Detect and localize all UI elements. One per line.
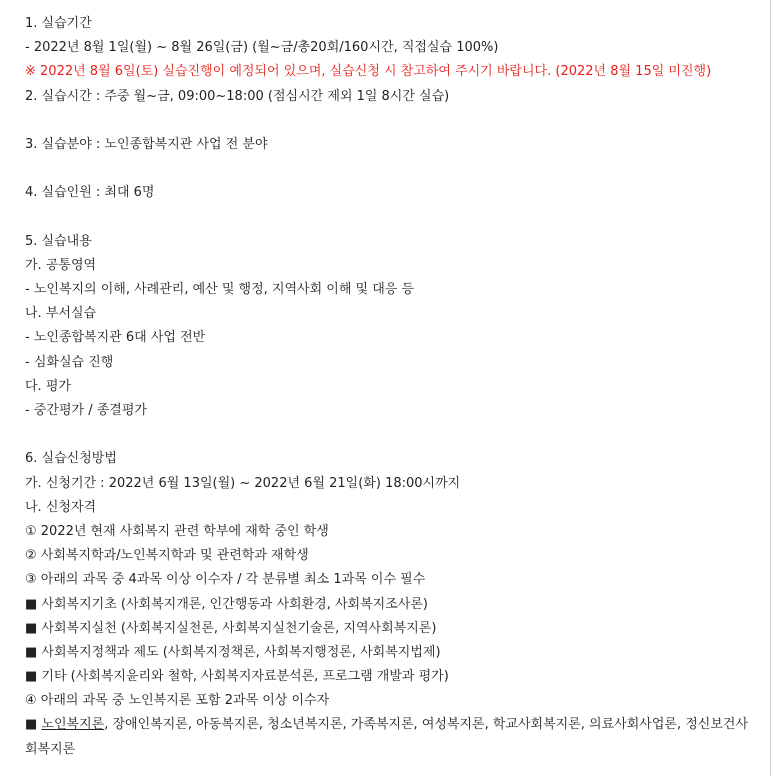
list-item: ④ 아래의 과목 중 노인복지론 포함 2과목 이상 이수자	[25, 693, 330, 709]
section-heading: 2. 실습시간 : 주중 월~금, 09:00~18:00 (점심시간 제외 1일 8시간 실습)	[25, 88, 450, 104]
list-item: ■ 사회복지기초 (사회복지개론, 인간행동과 사회환경, 사회복지조사론)	[25, 596, 428, 612]
sub-heading: 나. 부서실습	[25, 306, 97, 322]
blank-line	[25, 109, 760, 133]
blank-line	[25, 157, 760, 181]
sub-heading: 가. 신청기간 : 2022년 6월 13일(월) ~ 2022년 6월 21일(화) 18:00시까지	[25, 475, 461, 491]
sub-heading: 가. 공통영역	[25, 257, 97, 273]
list-bullet: ■	[25, 717, 42, 733]
section-heading: 4. 실습인원 : 최대 6명	[25, 185, 155, 201]
blank-line	[25, 423, 760, 447]
sub-heading: 다. 평가	[25, 378, 71, 394]
list-item: ③ 아래의 과목 중 4과목 이상 이수자 / 각 분류별 최소 1과목 이수 필수	[25, 572, 426, 588]
list-item: ■ 기타 (사회복지윤리와 철학, 사회복지자료분석론, 프로그램 개발과 평가)	[25, 669, 449, 685]
sub-heading: 나. 신청자격	[25, 499, 97, 515]
underlined-course: 노인복지론	[41, 717, 105, 733]
text-line: - 노인종합복지관 6대 사업 전반	[25, 330, 206, 346]
list-item: ■ 사회복지실천 (사회복지실천론, 사회복지실천기술론, 지역사회복지론)	[25, 620, 437, 636]
section-heading: 3. 실습분야 : 노인종합복지관 사업 전 분야	[25, 136, 268, 152]
text-line: - 중간평가 / 종결평가	[25, 403, 147, 418]
section-heading: 1. 실습기간	[25, 16, 92, 31]
text-line: - 심화실습 진행	[25, 354, 114, 370]
document-body	[25, 12, 760, 762]
blank-line	[25, 206, 760, 230]
list-item: ① 2022년 현재 사회복지 관련 학부에 재학 중인 학생	[25, 523, 329, 539]
section-heading: 6. 실습신청방법	[25, 451, 117, 467]
text-line: - 2022년 8월 1일(월) ~ 8월 26일(금) (월~금/총20회/160시간, 직접실습 100%)	[25, 40, 499, 56]
section-heading: 5. 실습내용	[25, 233, 92, 249]
text-line: - 노인복지의 이해, 사례관리, 예산 및 행정, 지역사회 이해 및 대응 등	[25, 282, 415, 298]
list-item	[25, 713, 760, 761]
course-list: , 장애인복지론, 아동복지론, 청소년복지론, 가족복지론, 여성복지론, 학교사회복지론, 의료사회사업론, 정신보건사회복지론	[25, 717, 749, 757]
notice-line: ※ 2022년 8월 6일(토) 실습진행이 예정되어 있으며, 실습신청 시 참고하여 주시기 바랍니다. (2022년 8월 15일 미진행)	[25, 64, 712, 80]
list-item: ■ 사회복지정책과 제도 (사회복지정책론, 사회복지행정론, 사회복지법제)	[25, 644, 441, 660]
list-item: ② 사회복지학과/노인복지학과 및 관련학과 재학생	[25, 548, 309, 564]
